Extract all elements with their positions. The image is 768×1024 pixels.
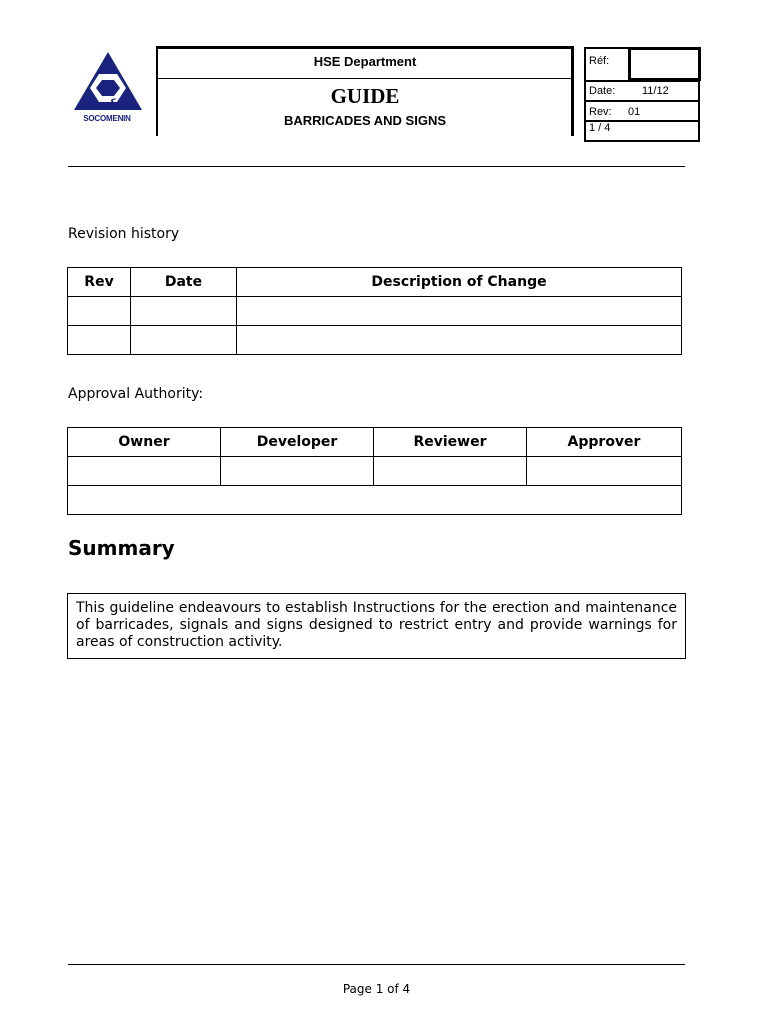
logo-company-name: SOCOMENIN <box>83 114 131 123</box>
rev-value: 01 <box>628 106 641 118</box>
table-row <box>68 457 682 486</box>
table-cell <box>68 457 221 486</box>
table-header-row <box>68 268 682 297</box>
table-row <box>68 326 682 355</box>
table-cell <box>527 457 682 486</box>
meta-divider <box>586 100 698 102</box>
column-header-reviewer: Reviewer <box>374 428 527 457</box>
table-cell <box>237 326 682 355</box>
table-row <box>68 486 682 515</box>
footer-rule <box>68 964 685 965</box>
department-name: HSE Department <box>313 54 417 69</box>
approval-table <box>67 427 682 515</box>
column-header-date: Date <box>131 268 237 297</box>
logo-arabic-text: سوكومنين <box>83 98 131 108</box>
document-type: GUIDE <box>330 84 400 108</box>
meta-divider <box>586 80 698 82</box>
column-header-description: Description of Change <box>237 268 682 297</box>
table-header-row <box>68 428 682 457</box>
date-label: Date: <box>589 85 616 97</box>
table-cell <box>131 326 237 355</box>
socomenin-logo-icon <box>72 50 144 124</box>
column-header-owner: Owner <box>68 428 221 457</box>
revision-history-label: Revision history <box>68 226 180 242</box>
revision-history-table <box>67 267 682 355</box>
summary-text: This guideline endeavours to establish Instructions for the erection and maintenance of barricades, signals and signs designed to restrict entry and provide warnings for areas of construction activity. <box>67 593 686 659</box>
header-rule <box>68 166 685 167</box>
table-cell <box>374 457 527 486</box>
table-cell <box>68 326 131 355</box>
table-cell <box>221 457 374 486</box>
column-header-approver: Approver <box>527 428 682 457</box>
column-header-developer: Developer <box>221 428 374 457</box>
table-cell <box>237 297 682 326</box>
header-divider <box>158 78 572 79</box>
page-index: 1 / 4 <box>589 122 611 134</box>
approval-authority-label: Approval Authority: <box>68 386 204 402</box>
reference-value-box <box>628 47 701 81</box>
rev-label: Rev: <box>589 106 612 118</box>
page-number: Page 1 of 4 <box>342 982 411 996</box>
table-cell <box>68 486 682 515</box>
date-value: 11/12 <box>642 85 669 97</box>
table-row <box>68 297 682 326</box>
table-cell <box>68 297 131 326</box>
summary-heading: Summary <box>68 536 175 560</box>
document-title: BARRICADES AND SIGNS <box>283 113 447 128</box>
column-header-rev: Rev <box>68 268 131 297</box>
table-cell <box>131 297 237 326</box>
ref-label: Réf: <box>589 55 610 67</box>
